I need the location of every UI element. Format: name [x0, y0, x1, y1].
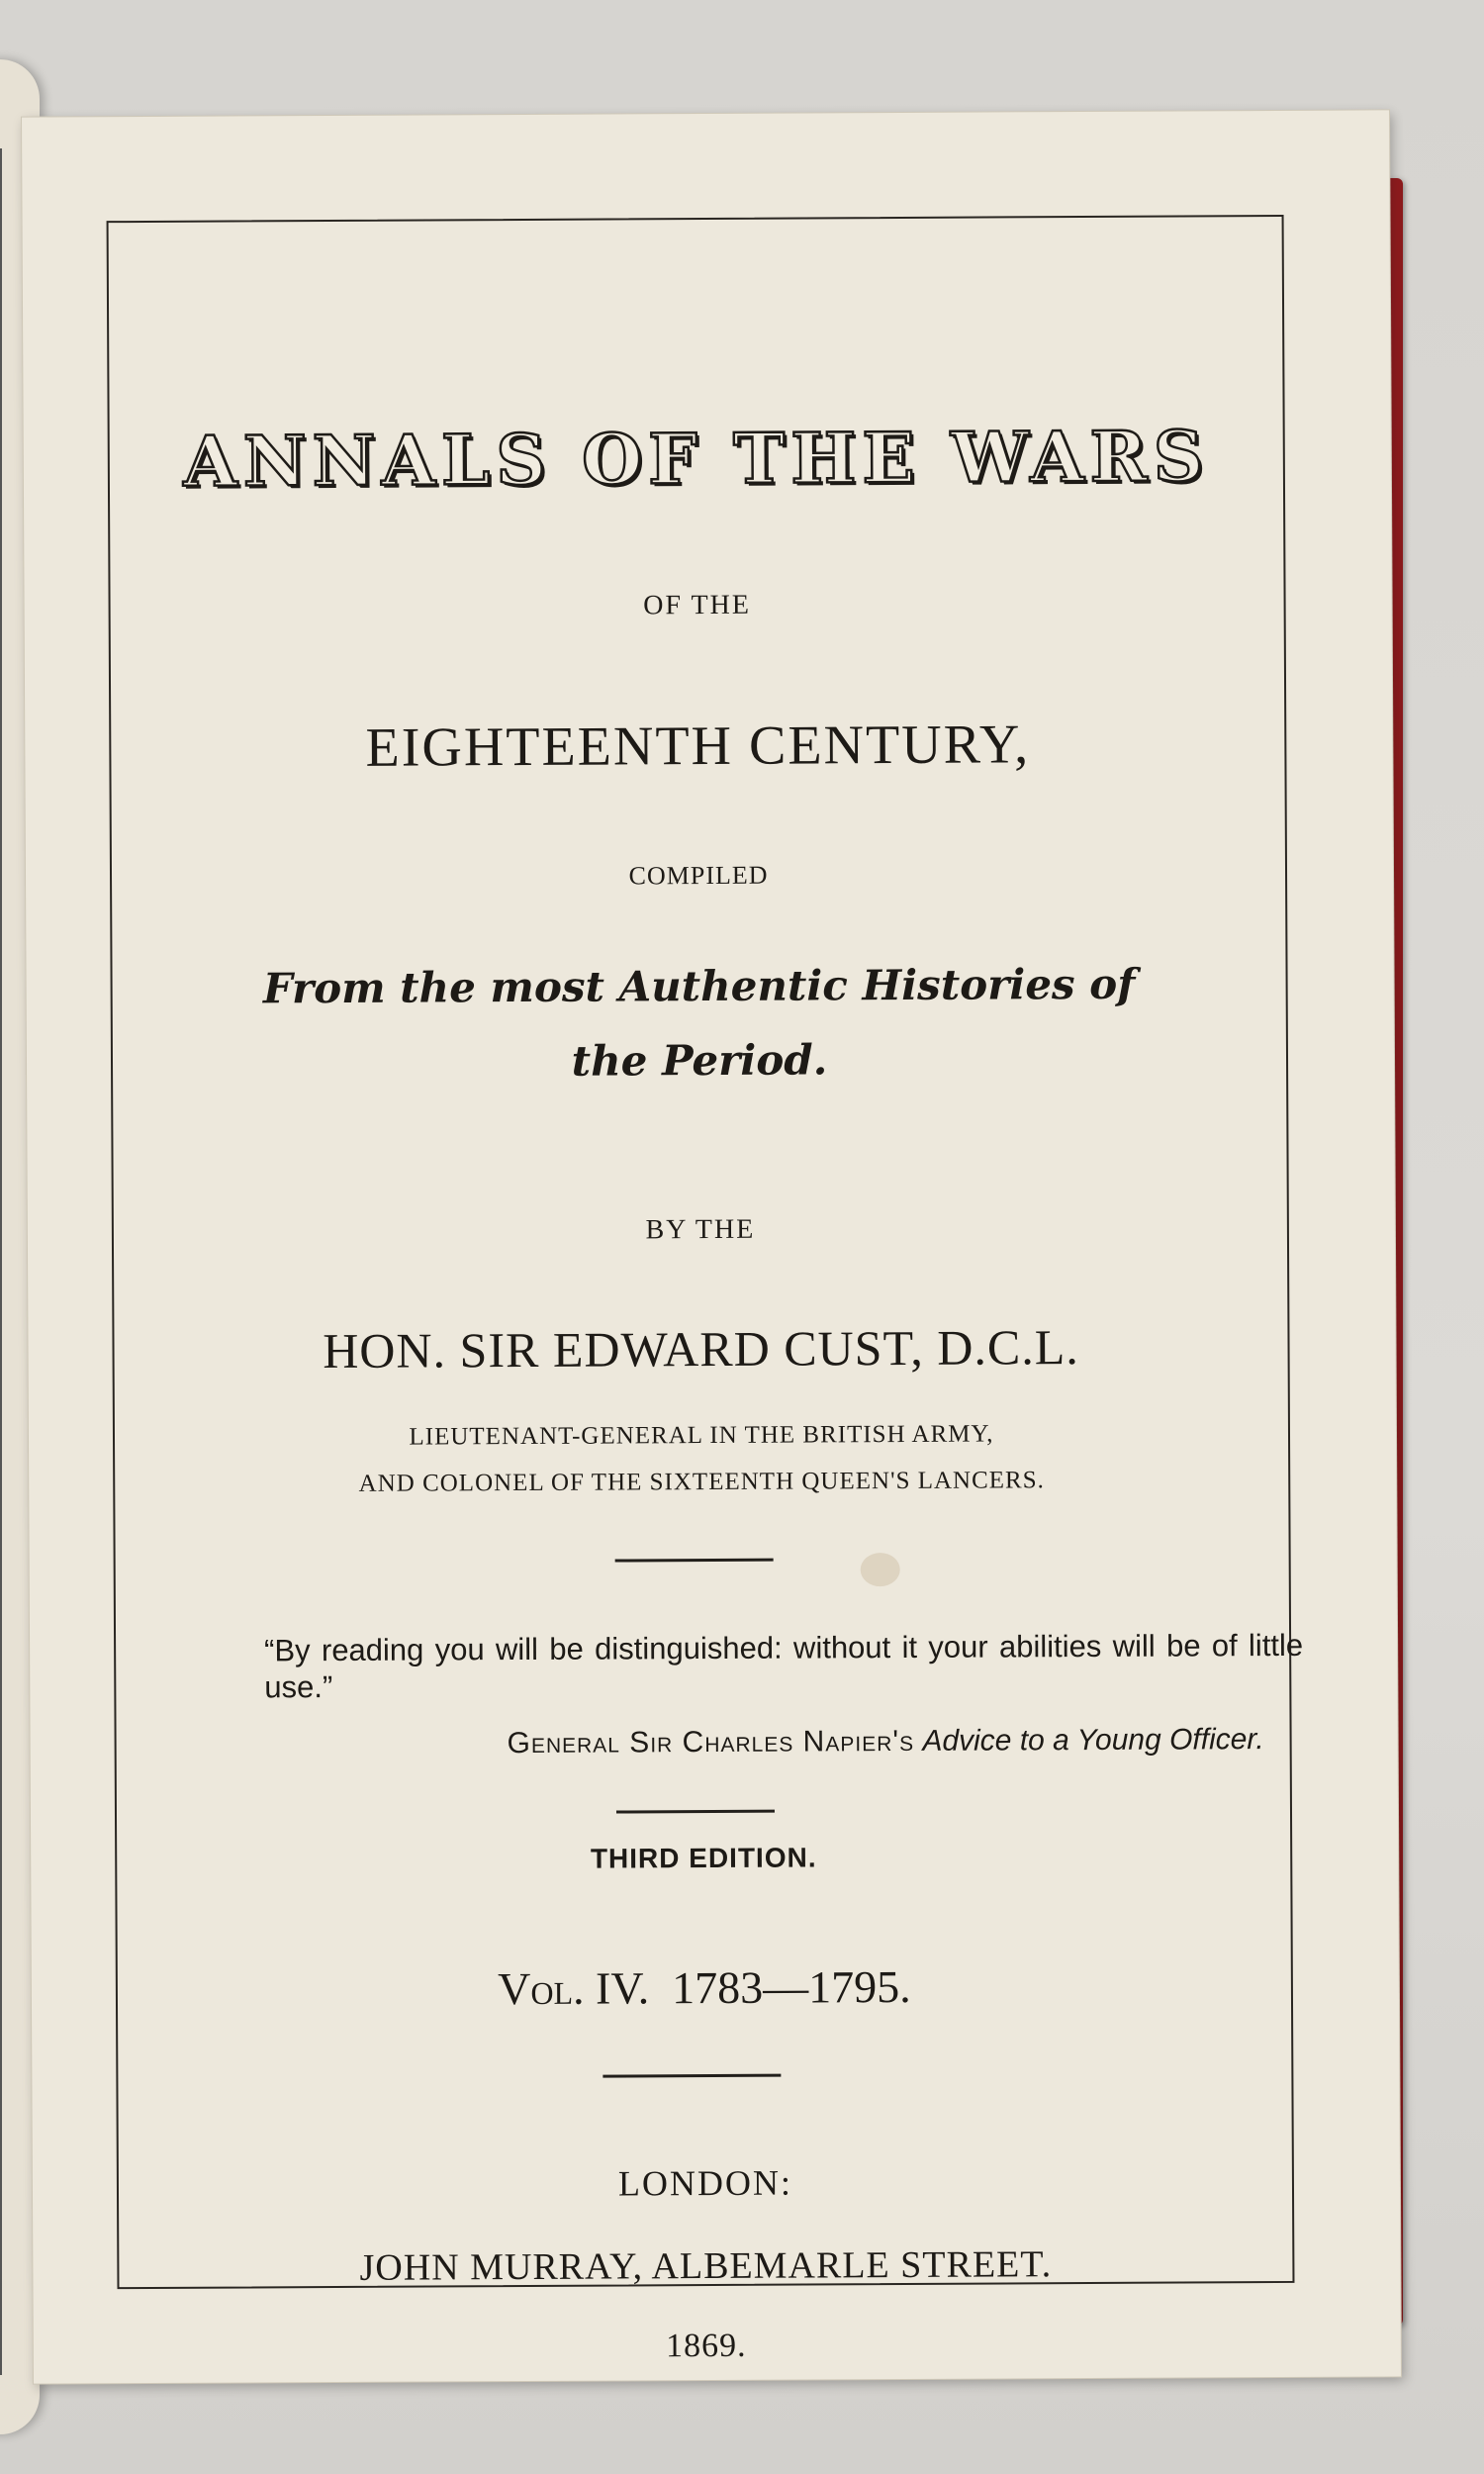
page-border-frame: [107, 215, 1304, 2365]
sources-line-2: the Period.: [571, 1035, 828, 1086]
compiled-label: COMPILED: [628, 860, 769, 891]
divider-rule: [616, 1810, 775, 1814]
sources-line-1: From the most Authentic Histories of: [262, 959, 1136, 1013]
imprint-year: 1869.: [665, 2327, 747, 2365]
volume-label: Vol.: [498, 1962, 585, 2015]
by-the-label: BY THE: [645, 1213, 756, 1246]
volume-line: [118, 1958, 1291, 2017]
attribution-work: Advice to a Young Officer.: [922, 1723, 1264, 1758]
volume-years: 1783—1795.: [672, 1960, 911, 2014]
title-of-the: OF THE: [643, 589, 752, 621]
author-name: HON. SIR EDWARD CUST, D.C.L.: [323, 1319, 1079, 1380]
epigraph-quote: “By reading you will be distinguished: without it your abilities will be of little use.”: [264, 1627, 1304, 1705]
previous-page-border: [0, 148, 2, 2375]
book-title: ANNALS OF THE WARS: [183, 415, 1210, 503]
epigraph-attribution: [265, 1723, 1264, 1761]
imprint-publisher: JOHN MURRAY, ALBEMARLE STREET.: [359, 2243, 1053, 2289]
title-page: [22, 110, 1401, 2383]
attribution-name: General Sir Charles Napier's: [507, 1724, 915, 1760]
divider-rule: [603, 2074, 781, 2078]
imprint-place: LONDON:: [617, 2162, 793, 2204]
author-rank-line-2: AND COLONEL OF THE SIXTEENTH QUEEN'S LANCERS.: [358, 1467, 1045, 1497]
volume-number: IV.: [595, 1962, 650, 2014]
divider-rule: [615, 1559, 774, 1563]
author-rank-line-1: LIEUTENANT-GENERAL IN THE BRITISH ARMY,: [409, 1420, 994, 1451]
title-century: EIGHTEENTH CENTURY,: [365, 714, 1031, 779]
edition-label: THIRD EDITION.: [590, 1842, 817, 1874]
